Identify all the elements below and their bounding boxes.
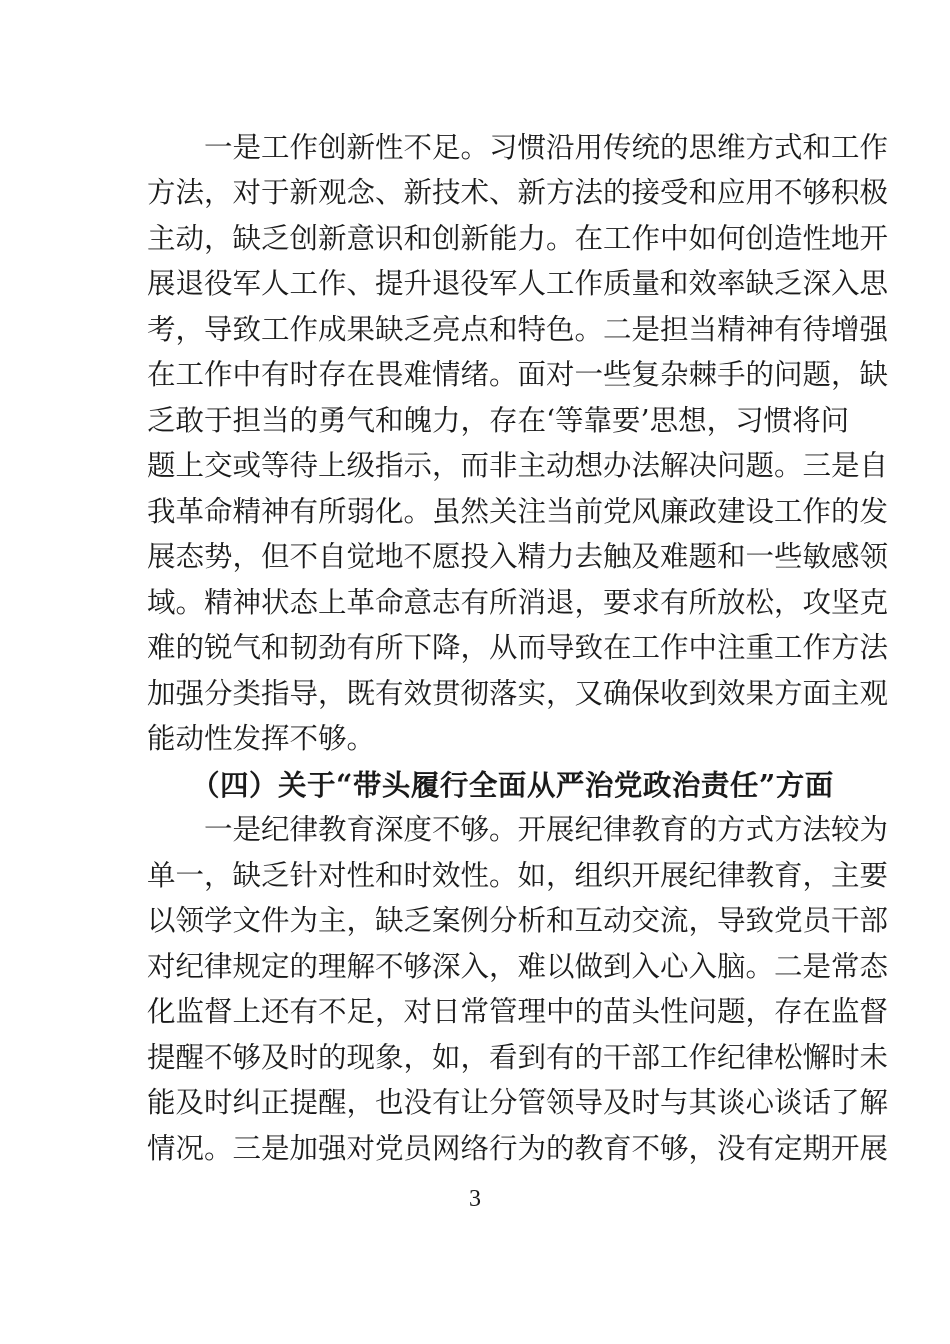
- text-line: 在工作中有时存在畏难情绪。面对一些复杂棘手的问题，缺: [147, 358, 889, 391]
- text-line: 主动，缺乏创新意识和创新能力。在工作中如何创造性地开: [147, 222, 889, 255]
- page-number: 3: [469, 1186, 481, 1212]
- text-line: 对纪律规定的理解不够深入，难以做到入心入脑。二是常态: [147, 950, 889, 983]
- text-line: 我革命精神有所弱化。虽然关注当前党风廉政建设工作的发: [147, 495, 889, 528]
- text-line: 题上交或等待上级指示，而非主动想办法解决问题。三是自: [147, 449, 889, 482]
- text-line: 方法，对于新观念、新技术、新方法的接受和应用不够积极: [147, 176, 889, 209]
- text-line: 能及时纠正提醒，也没有让分管领导及时与其谈心谈话了解: [147, 1086, 889, 1119]
- text-line: 一是工作创新性不足。习惯沿用传统的思维方式和工作: [204, 131, 889, 164]
- text-line: 难的锐气和韧劲有所下降，从而导致在工作中注重工作方法: [147, 631, 889, 664]
- text-line: 能动性发挥不够。: [147, 722, 376, 755]
- text-line: 展态势，但不自觉地不愿投入精力去触及难题和一些敏感领: [147, 540, 889, 573]
- text-line: 以领学文件为主，缺乏案例分析和互动交流，导致党员干部: [147, 904, 889, 937]
- text-line: 域。精神状态上革命意志有所消退，要求有所放松，攻坚克: [147, 586, 889, 619]
- text-line: 提醒不够及时的现象，如，看到有的干部工作纪律松懈时未: [147, 1041, 889, 1074]
- text-line: 情况。三是加强对党员网络行为的教育不够，没有定期开展: [147, 1132, 889, 1165]
- text-line: 考，导致工作成果缺乏亮点和特色。二是担当精神有待增强: [147, 313, 889, 346]
- text-line: 乏敢于担当的勇气和魄力，存在‘等靠要’思想，习惯将问: [147, 404, 850, 437]
- text-line: 化监督上还有不足，对日常管理中的苗头性问题，存在监督: [147, 995, 889, 1028]
- section-heading: （四）关于“带头履行全面从严治党政治责任”方面: [191, 768, 834, 802]
- text-line: 加强分类指导，既有效贯彻落实，又确保收到效果方面主观: [147, 677, 889, 710]
- text-line: 单一，缺乏针对性和时效性。如，组织开展纪律教育，主要: [147, 859, 889, 892]
- text-line: 展退役军人工作、提升退役军人工作质量和效率缺乏深入思: [147, 267, 889, 300]
- text-line: 一是纪律教育深度不够。开展纪律教育的方式方法较为: [204, 813, 889, 846]
